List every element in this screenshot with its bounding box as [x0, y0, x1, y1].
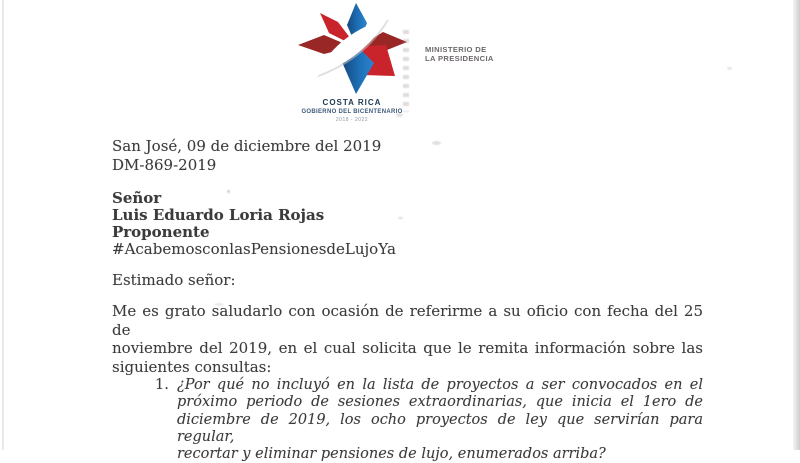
ministry-name-line2: LA PRESIDENCIA — [425, 54, 494, 64]
scan-speck — [398, 217, 403, 219]
recipient-hashtag: #AcabemosconlasPensionesdeLujoYa — [112, 240, 396, 258]
scan-edge-right — [793, 0, 800, 450]
greeting-line: Estimado señor: — [112, 271, 236, 289]
logo-government-label: GOBIERNO DEL BICENTENARIO — [301, 109, 403, 115]
list-item-line: próximo periodo de sesiones extraordinarias, que inicia el 1ero de — [177, 394, 703, 411]
logo-years-label: 2018 - 2022 — [335, 117, 369, 123]
recipient-title: Señor — [112, 189, 162, 207]
scan-speck — [727, 67, 732, 70]
recipient-role: Proponente — [112, 223, 210, 241]
paragraph-line: Me es grato saludarlo con ocasión de referirme a su oficio con fecha del 25 de — [112, 302, 703, 339]
scan-artifact-vertical — [403, 30, 409, 112]
paragraph-line: siguientes consultas: — [112, 357, 272, 376]
letter-date: San José, 09 de diciembre del 2019 — [112, 137, 382, 155]
scan-speck — [396, 113, 403, 117]
scan-edge-left — [2, 0, 4, 450]
paragraph-line: noviembre del 2019, en el cual solicita que le remita información sobre las — [112, 339, 703, 357]
letter-reference-number: DM-869-2019 — [112, 156, 217, 174]
star-logo-icon — [291, 1, 410, 98]
list-item-line: recortar y eliminar pensiones de lujo, enumerados arriba? — [177, 446, 606, 463]
list-item-line: ¿Por qué no incluyó en la lista de proyectos a ser convocados en el — [177, 377, 703, 393]
recipient-block — [112, 190, 396, 258]
list-item-number: 1. — [155, 377, 169, 393]
scan-speck — [432, 141, 441, 145]
logo-wordmark — [281, 98, 423, 123]
ministry-name-line1: MINISTERIO DE — [425, 45, 487, 54]
body-paragraph — [112, 302, 703, 376]
costa-rica-star-logo — [291, 1, 410, 98]
recipient-name: Luis Eduardo Loria Rojas — [112, 206, 325, 224]
list-item-text — [177, 377, 703, 463]
list-item-line: diciembre de 2019, los ocho proyectos de ley que servirían para regular, — [177, 411, 703, 445]
date-reference-block — [112, 137, 381, 175]
logo-country-label: COSTA RICA — [322, 98, 382, 107]
ministry-name — [425, 45, 494, 63]
